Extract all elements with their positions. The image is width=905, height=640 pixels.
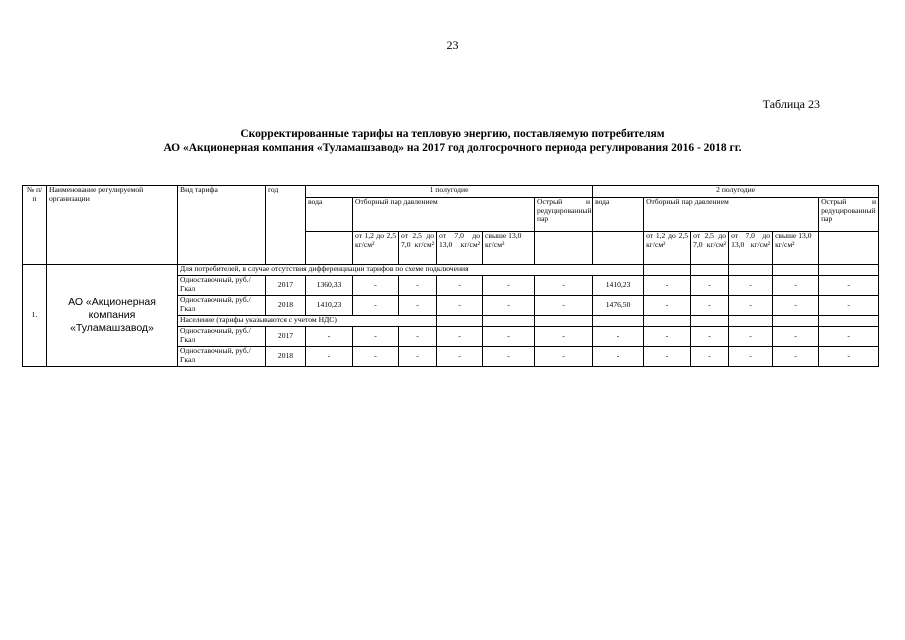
col-header-pressure-2: от 2,5 до 7,0 кг/см² bbox=[399, 232, 437, 265]
section-blank bbox=[535, 316, 593, 327]
section-blank bbox=[773, 265, 819, 276]
value-cell: - bbox=[535, 327, 593, 347]
col-header-number: № п/п bbox=[23, 186, 47, 265]
col-header-selected-steam-2: Отборный пар давлением bbox=[644, 198, 819, 232]
value-cell: - bbox=[535, 296, 593, 316]
value-cell: - bbox=[437, 327, 483, 347]
value-cell: - bbox=[399, 347, 437, 367]
section-blank bbox=[691, 316, 729, 327]
value-cell: - bbox=[691, 296, 729, 316]
value-cell: - bbox=[593, 347, 644, 367]
col-header-pressure-4: свыше 13,0 кг/см² bbox=[483, 232, 535, 265]
section-label: Для потребителей, в случае отсутствия дифференциации тарифов по схеме подключения bbox=[178, 265, 644, 276]
value-cell: - bbox=[644, 347, 691, 367]
value-cell: - bbox=[353, 296, 399, 316]
section-blank bbox=[437, 316, 483, 327]
org-number: 1. bbox=[23, 265, 47, 367]
value-cell: - bbox=[819, 347, 879, 367]
section-blank bbox=[593, 316, 644, 327]
value-cell: - bbox=[773, 347, 819, 367]
value-cell: - bbox=[691, 327, 729, 347]
col-header-water-2: вода bbox=[593, 198, 644, 232]
col-header-pressure-3: от 7,0 до 13,0 кг/см² bbox=[729, 232, 773, 265]
value-cell: - bbox=[535, 347, 593, 367]
section-blank bbox=[483, 316, 535, 327]
value-cell: - bbox=[437, 276, 483, 296]
col-header-tariff-type: Вид тарифа bbox=[178, 186, 266, 265]
value-cell: - bbox=[593, 327, 644, 347]
tariff-type: Одноставочный, руб./Гкал bbox=[178, 276, 266, 296]
year-cell: 2018 bbox=[266, 296, 306, 316]
value-cell: - bbox=[691, 347, 729, 367]
tariff-table bbox=[22, 185, 879, 367]
value-cell: - bbox=[483, 276, 535, 296]
col-header-blank bbox=[306, 232, 353, 265]
title-line-1: Скорректированные тарифы на тепловую энергию, поставляемую потребителям bbox=[240, 128, 665, 140]
section-blank bbox=[691, 265, 729, 276]
section-blank bbox=[644, 265, 691, 276]
header-row-1 bbox=[23, 186, 879, 198]
page-number: 23 bbox=[446, 38, 459, 52]
tariff-type: Одноставочный, руб./Гкал bbox=[178, 296, 266, 316]
value-cell: - bbox=[729, 347, 773, 367]
value-cell: - bbox=[644, 296, 691, 316]
org-name: АО «Акционерная компания «Туламашзавод» bbox=[47, 265, 178, 367]
value-cell: - bbox=[306, 327, 353, 347]
value-cell: - bbox=[729, 296, 773, 316]
value-cell: - bbox=[306, 347, 353, 367]
value-cell: - bbox=[399, 327, 437, 347]
section-blank bbox=[729, 316, 773, 327]
value-cell: - bbox=[353, 347, 399, 367]
value-cell: - bbox=[353, 276, 399, 296]
value-cell: - bbox=[644, 327, 691, 347]
col-header-pressure-1: от 1,2 до 2,5 кг/см² bbox=[644, 232, 691, 265]
value-cell: - bbox=[437, 296, 483, 316]
section-row bbox=[23, 265, 879, 276]
value-cell: - bbox=[729, 276, 773, 296]
value-cell: - bbox=[399, 276, 437, 296]
col-header-blank bbox=[593, 232, 644, 265]
col-header-year: год bbox=[266, 186, 306, 265]
document-title bbox=[0, 127, 905, 155]
tariff-type: Одноставочный, руб./Гкал bbox=[178, 327, 266, 347]
col-header-half-1: 1 полугодие bbox=[306, 186, 593, 198]
section-blank bbox=[819, 265, 879, 276]
table-label: Таблица 23 bbox=[762, 97, 820, 111]
value-cell: - bbox=[773, 276, 819, 296]
section-blank bbox=[729, 265, 773, 276]
value-cell: - bbox=[773, 327, 819, 347]
value-cell: - bbox=[819, 327, 879, 347]
section-label: Население (тарифы указываются с учетом НДС) bbox=[178, 316, 437, 327]
year-cell: 2017 bbox=[266, 327, 306, 347]
section-blank bbox=[773, 316, 819, 327]
section-blank bbox=[819, 316, 879, 327]
col-header-sharp-steam-2: Острый и редуцированный пар bbox=[819, 198, 879, 232]
value-cell: - bbox=[819, 276, 879, 296]
value-cell: - bbox=[483, 347, 535, 367]
value-cell: - bbox=[399, 296, 437, 316]
value-cell: - bbox=[483, 296, 535, 316]
col-header-pressure-2: от 2,5 до 7,0 кг/см² bbox=[691, 232, 729, 265]
value-cell: 1410,23 bbox=[306, 296, 353, 316]
value-cell: - bbox=[644, 276, 691, 296]
col-header-org-name: Наименование регулируемой организации bbox=[47, 186, 178, 265]
col-header-pressure-1: от 1,2 до 2,5 кг/см² bbox=[353, 232, 399, 265]
col-header-selected-steam-1: Отборный пар давлением bbox=[353, 198, 535, 232]
value-cell: - bbox=[819, 296, 879, 316]
value-cell: 1360,33 bbox=[306, 276, 353, 296]
value-cell: - bbox=[729, 327, 773, 347]
col-header-water-1: вода bbox=[306, 198, 353, 232]
year-cell: 2018 bbox=[266, 347, 306, 367]
tariff-type: Одноставочный, руб./Гкал bbox=[178, 347, 266, 367]
year-cell: 2017 bbox=[266, 276, 306, 296]
value-cell: - bbox=[353, 327, 399, 347]
value-cell: 1410,23 bbox=[593, 276, 644, 296]
section-blank bbox=[644, 316, 691, 327]
col-header-pressure-3: от 7,0 до 13,0 кг/см² bbox=[437, 232, 483, 265]
title-line-2: АО «Акционерная компания «Туламашзавод» на 2017 год долгосрочного периода регулирования 2016 - 2018 гг. bbox=[163, 142, 742, 154]
col-header-blank bbox=[535, 232, 593, 265]
value-cell: - bbox=[773, 296, 819, 316]
col-header-pressure-4: свыше 13,0 кг/см² bbox=[773, 232, 819, 265]
value-cell: - bbox=[437, 347, 483, 367]
col-header-blank bbox=[819, 232, 879, 265]
value-cell: - bbox=[535, 276, 593, 296]
col-header-half-2: 2 полугодие bbox=[593, 186, 879, 198]
value-cell: 1476,50 bbox=[593, 296, 644, 316]
col-header-sharp-steam-1: Острый и редуцированный пар bbox=[535, 198, 593, 232]
value-cell: - bbox=[483, 327, 535, 347]
value-cell: - bbox=[691, 276, 729, 296]
